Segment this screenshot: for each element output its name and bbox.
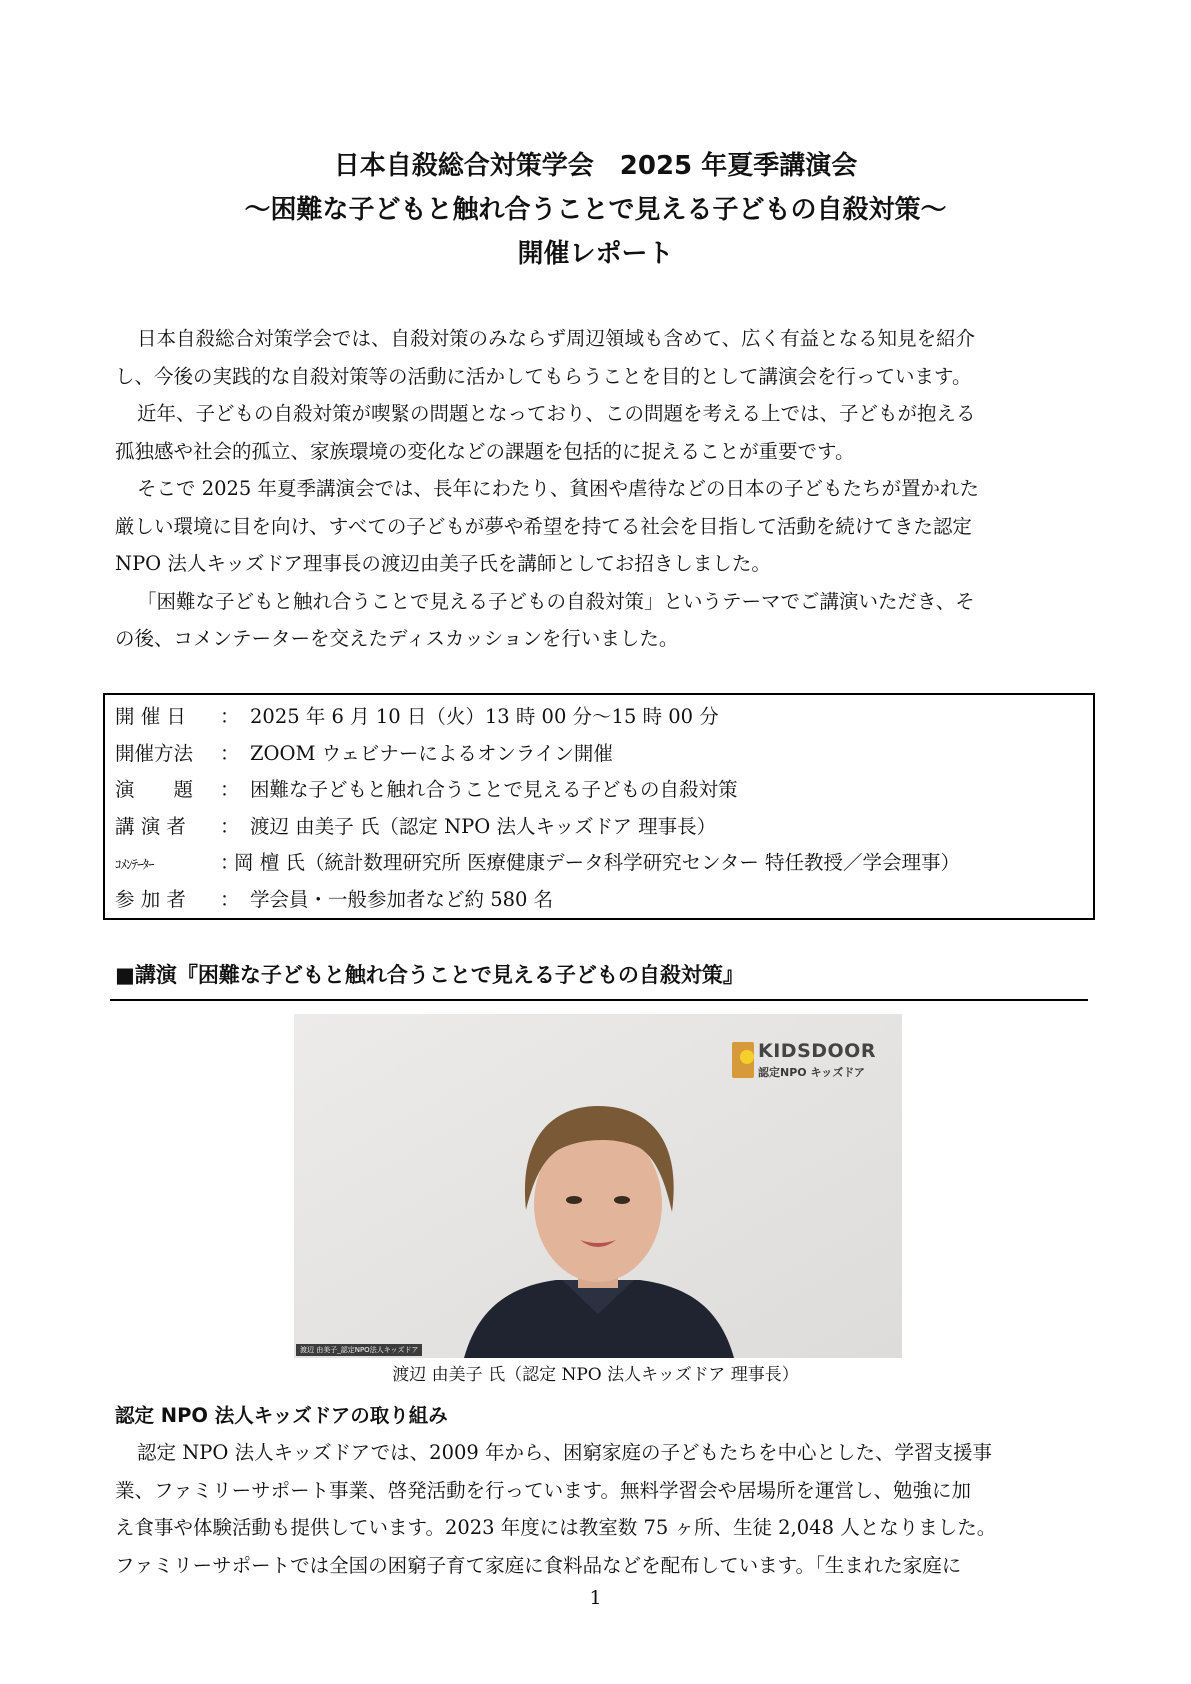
intro-line: 近年、子どもの自殺対策が喫緊の問題となっており、この問題を考える上では、子どもが抱える	[137, 402, 976, 425]
body-line: え食事や体験活動も提供しています。2023 年度には教室数 75 ヶ所、生徒 2,048 人となりました。	[115, 1516, 997, 1539]
info-row-participants	[115, 882, 1093, 919]
section-heading-lecture: ■講演『困難な子どもと触れ合うことで見える子どもの自殺対策』	[115, 963, 744, 987]
speaker-photo	[294, 1014, 902, 1358]
info-label: 開 催 日	[115, 705, 186, 728]
info-label: 演 題	[115, 778, 194, 801]
photo-caption: 渡辺 由美子 氏（認定 NPO 法人キッズドア 理事長）	[392, 1365, 799, 1385]
intro-paragraphs	[115, 320, 1085, 658]
info-separator: ：	[220, 887, 240, 911]
info-label: ｺﾒﾝﾃｰﾀｰ	[115, 858, 154, 873]
intro-line: 日本自殺総合対策学会では、自殺対策のみならず周辺領域も含めて、広く有益となる知見を紹介	[137, 327, 976, 350]
intro-line: 「困難な子どもと触れ合うことで見える子どもの自殺対策」というテーマでご講演いただき、そ	[137, 589, 975, 613]
info-value: ZOOM ウェビナーによるオンライン開催	[250, 741, 613, 765]
info-separator: ：	[220, 851, 240, 874]
info-value: 2025 年 6 月 10 日（火）13 時 00 分～15 時 00 分	[250, 705, 719, 728]
subsection-heading: 認定 NPO 法人キッズドアの取り組み	[115, 1404, 448, 1427]
logo-wordmark: KIDSDOOR	[758, 1040, 876, 1062]
intro-line: NPO 法人キッズドア理事長の渡辺由美子氏を講師としてお招きしました。	[115, 552, 771, 575]
intro-line: し、今後の実践的な自殺対策等の活動に活かしてもらうことを目的として講演会を行っています。	[115, 364, 972, 388]
info-value: 学会員・一般参加者など約 580 名	[250, 887, 554, 911]
info-separator: ：	[220, 778, 240, 801]
body-line: 業、ファミリーサポート事業、啓発活動を行っています。無料学習会や居場所を運営し、勉強に加	[115, 1478, 972, 1502]
info-value: 渡辺 由美子 氏（認定 NPO 法人キッズドア 理事長）	[250, 814, 717, 838]
info-separator: ：	[220, 705, 240, 728]
info-row-method	[115, 736, 1093, 773]
info-value: 困難な子どもと触れ合うことで見える子どもの自殺対策	[250, 778, 738, 801]
info-row-date	[115, 699, 1093, 736]
info-row-commentator	[115, 845, 1093, 882]
intro-line: 孤独感や社会的孤立、家族環境の変化などの課題を包括的に捉えることが重要です。	[115, 439, 855, 463]
info-label: 講 演 者	[115, 814, 186, 838]
body-line: 認定 NPO 法人キッズドアでは、2009 年から、困窮家庭の子どもたちを中心とした、学習支援事	[137, 1441, 993, 1464]
report-type-heading: 開催レポート	[517, 239, 674, 269]
info-value: 岡 檀 氏（統計数理研究所 医療健康データ科学研究センター 特任教授／学会理事）	[234, 851, 961, 874]
report-title: 日本自殺総合対策学会 2025 年夏季講演会	[333, 151, 858, 181]
info-label: 開催方法	[115, 741, 194, 765]
event-info-box	[103, 693, 1095, 920]
info-separator: ：	[220, 814, 240, 838]
body-line: ファミリーサポートでは全国の困窮子育て家庭に食料品などを配布しています。「生まれた家庭に	[115, 1553, 962, 1577]
info-row-speaker	[115, 809, 1093, 846]
kidsdoor-logo	[732, 1038, 892, 1088]
intro-line: そこで 2025 年夏季講演会では、長年にわたり、貧困や虐待などの日本の子どもたちが置かれた	[137, 477, 980, 500]
info-row-topic	[115, 772, 1093, 809]
report-subtitle: ～困難な子どもと触れ合うことで見える子どもの自殺対策～	[244, 195, 947, 225]
video-name-tag: 渡辺 由美子_認定NPO法人キッズドア	[296, 1344, 422, 1356]
intro-line: の後、コメンテーターを交えたディスカッションを行いました。	[115, 627, 679, 650]
subsection-body	[115, 1434, 1085, 1584]
info-label: 参 加 者	[115, 887, 186, 911]
logo-subtext: 認定NPO キッズドア	[758, 1066, 865, 1079]
page-number: 1	[589, 1587, 602, 1609]
smiley-icon	[740, 1050, 754, 1064]
section-divider	[110, 999, 1088, 1001]
intro-line: 厳しい環境に目を向け、すべての子どもが夢や希望を持てる社会を目指して活動を続けてきた認定	[115, 514, 972, 538]
info-separator: ：	[220, 741, 240, 765]
